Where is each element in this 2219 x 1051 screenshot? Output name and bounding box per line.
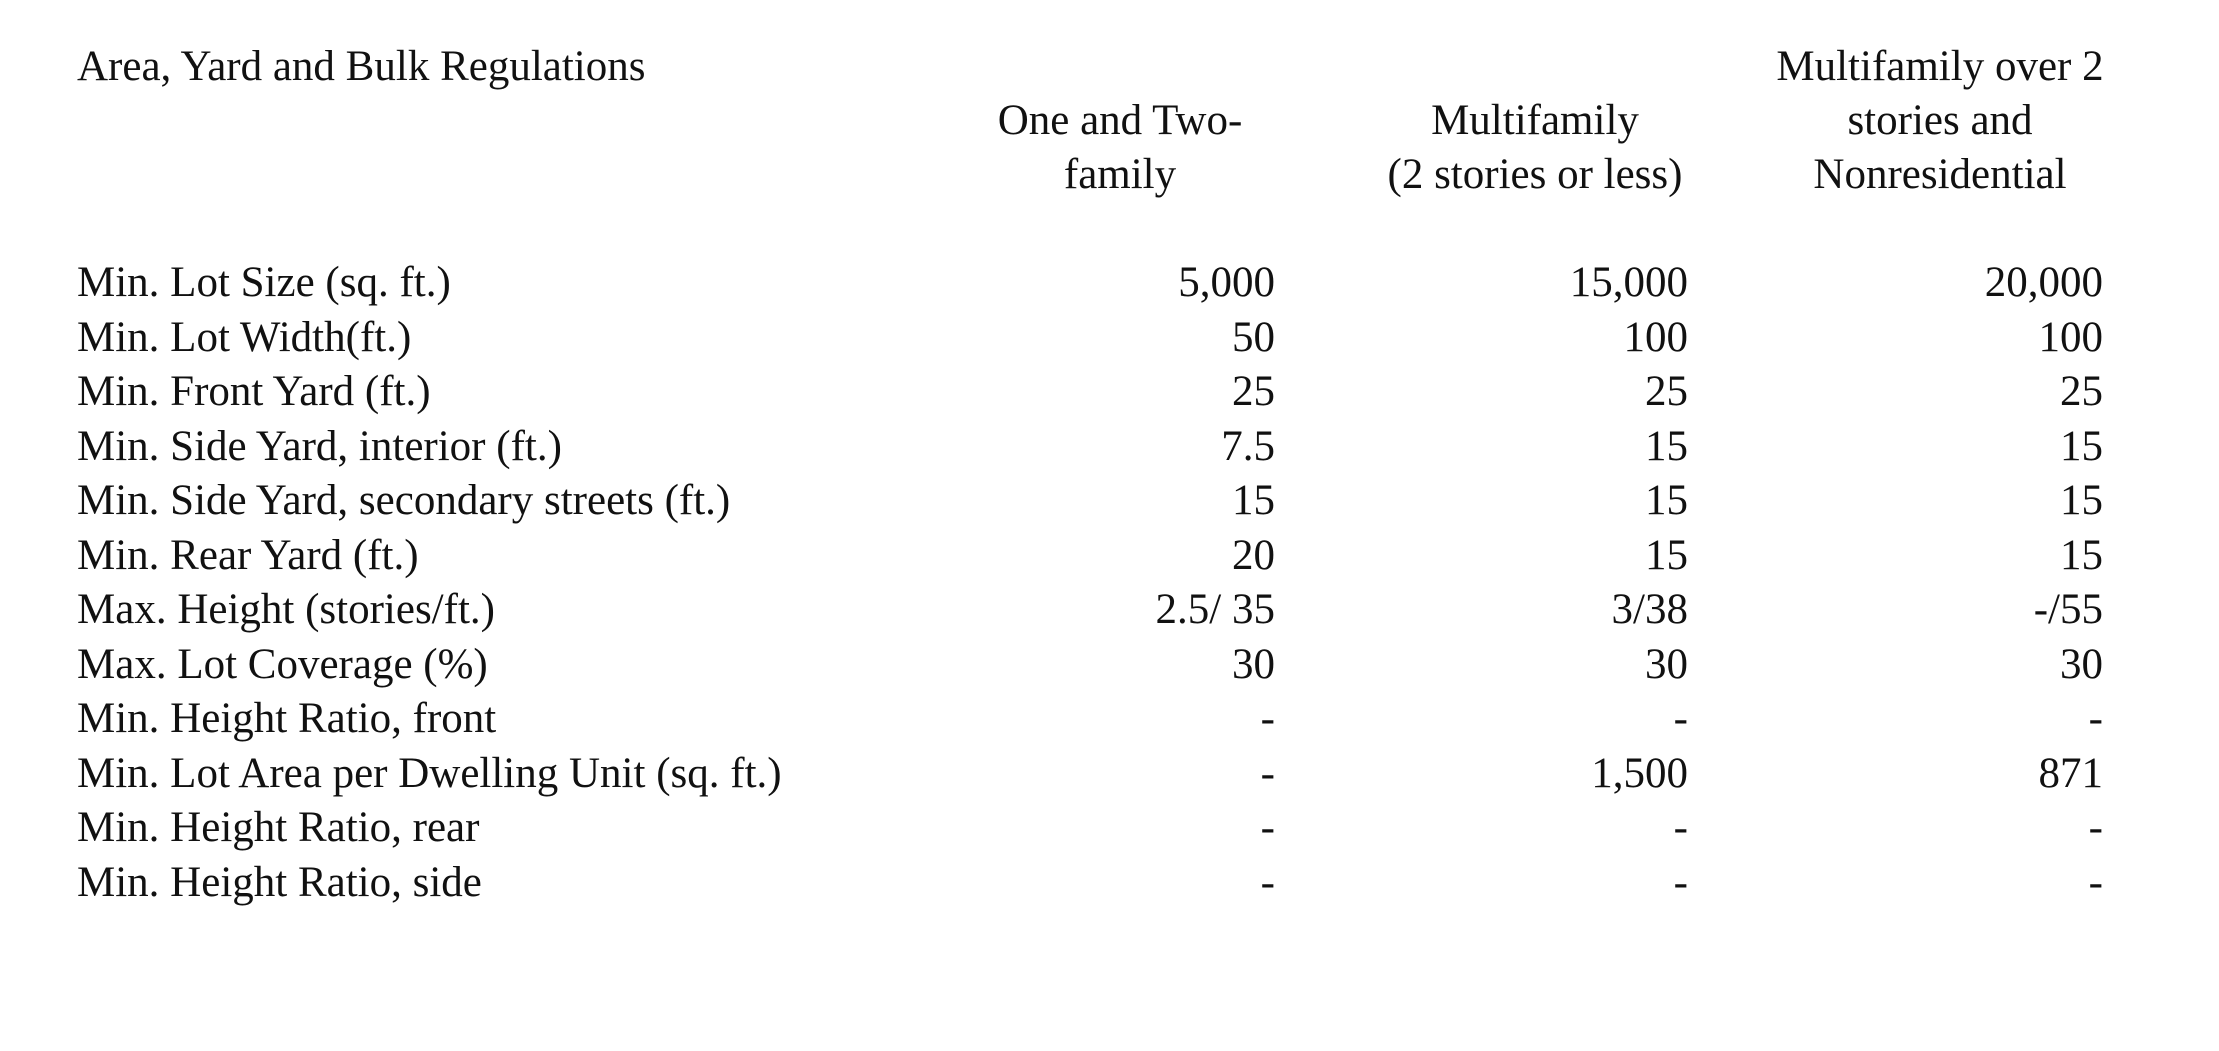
row-label: Min. Height Ratio, side bbox=[77, 858, 482, 906]
cell-multifamily-2-stories: 3/38 bbox=[1611, 586, 1688, 633]
column-header-one-two-family: One and Two- family bbox=[997, 97, 1243, 198]
cell-one-two-family: 30 bbox=[1232, 640, 1275, 688]
cell-multifamily-over-2-stories: - bbox=[2088, 858, 2103, 906]
table-row bbox=[77, 692, 2157, 747]
cell-one-two-family: - bbox=[1260, 804, 1275, 851]
cell-one-two-family: - bbox=[1260, 858, 1275, 906]
row-label: Min. Side Yard, secondary streets (ft.) bbox=[77, 477, 731, 524]
cell-multifamily-over-2-stories: 15 bbox=[2060, 531, 2103, 579]
cell-multifamily-2-stories: - bbox=[1673, 858, 1688, 906]
column-header-multifamily-over-2-stories: Multifamily over 2 stories and Nonresidential bbox=[1776, 43, 2104, 198]
table-row bbox=[77, 311, 2157, 366]
cell-multifamily-over-2-stories: - bbox=[2088, 804, 2103, 851]
cell-multifamily-over-2-stories: 25 bbox=[2060, 368, 2103, 415]
regulations-table bbox=[77, 256, 2157, 910]
cell-multifamily-2-stories: 30 bbox=[1645, 640, 1688, 688]
cell-multifamily-over-2-stories: 15 bbox=[2060, 477, 2103, 524]
cell-multifamily-2-stories: 15 bbox=[1645, 477, 1688, 524]
table-row bbox=[77, 529, 2157, 584]
row-label: Min. Height Ratio, front bbox=[77, 695, 497, 742]
cell-multifamily-2-stories: 100 bbox=[1623, 313, 1688, 361]
cell-multifamily-2-stories: 1,500 bbox=[1591, 749, 1688, 797]
cell-multifamily-over-2-stories: 15 bbox=[2060, 422, 2103, 470]
cell-multifamily-2-stories: - bbox=[1673, 695, 1688, 742]
row-label: Max. Lot Coverage (%) bbox=[77, 640, 488, 688]
row-label: Min. Lot Area per Dwelling Unit (sq. ft.) bbox=[77, 749, 782, 797]
column-header-multifamily-2-stories: Multifamily (2 stories or less) bbox=[1387, 97, 1683, 198]
table-title: Area, Yard and Bulk Regulations bbox=[77, 43, 646, 90]
cell-multifamily-over-2-stories: 100 bbox=[2038, 313, 2103, 361]
table-row bbox=[77, 583, 2157, 638]
cell-one-two-family: 7.5 bbox=[1221, 422, 1275, 470]
row-label: Min. Lot Width(ft.) bbox=[77, 313, 412, 361]
cell-multifamily-over-2-stories: -/55 bbox=[2033, 586, 2103, 633]
row-label: Min. Front Yard (ft.) bbox=[77, 368, 431, 415]
cell-one-two-family: 15 bbox=[1232, 477, 1275, 524]
table-row bbox=[77, 474, 2157, 529]
cell-multifamily-2-stories: 15,000 bbox=[1569, 259, 1688, 306]
cell-one-two-family: 20 bbox=[1232, 531, 1275, 579]
table-row bbox=[77, 638, 2157, 693]
cell-one-two-family: - bbox=[1260, 749, 1275, 797]
cell-multifamily-over-2-stories: 871 bbox=[2038, 749, 2103, 797]
table-row bbox=[77, 256, 2157, 311]
row-label: Min. Height Ratio, rear bbox=[77, 804, 480, 851]
cell-multifamily-2-stories: - bbox=[1673, 804, 1688, 851]
cell-multifamily-2-stories: 15 bbox=[1645, 422, 1688, 470]
cell-multifamily-over-2-stories: 20,000 bbox=[1984, 259, 2103, 306]
cell-one-two-family: 25 bbox=[1232, 368, 1275, 415]
cell-one-two-family: 2.5/ 35 bbox=[1155, 586, 1275, 633]
cell-multifamily-2-stories: 15 bbox=[1645, 531, 1688, 579]
table-row bbox=[77, 801, 2157, 856]
cell-multifamily-over-2-stories: - bbox=[2088, 695, 2103, 742]
row-label: Min. Side Yard, interior (ft.) bbox=[77, 422, 562, 470]
table-row bbox=[77, 420, 2157, 475]
cell-multifamily-2-stories: 25 bbox=[1645, 368, 1688, 415]
cell-multifamily-over-2-stories: 30 bbox=[2060, 640, 2103, 688]
cell-one-two-family: - bbox=[1260, 695, 1275, 742]
table-row bbox=[77, 365, 2157, 420]
cell-one-two-family: 50 bbox=[1232, 313, 1275, 361]
table-row bbox=[77, 856, 2157, 911]
table-row bbox=[77, 747, 2157, 802]
row-label: Max. Height (stories/ft.) bbox=[77, 586, 495, 633]
row-label: Min. Rear Yard (ft.) bbox=[77, 531, 419, 579]
cell-one-two-family: 5,000 bbox=[1178, 259, 1275, 306]
row-label: Min. Lot Size (sq. ft.) bbox=[77, 259, 451, 306]
